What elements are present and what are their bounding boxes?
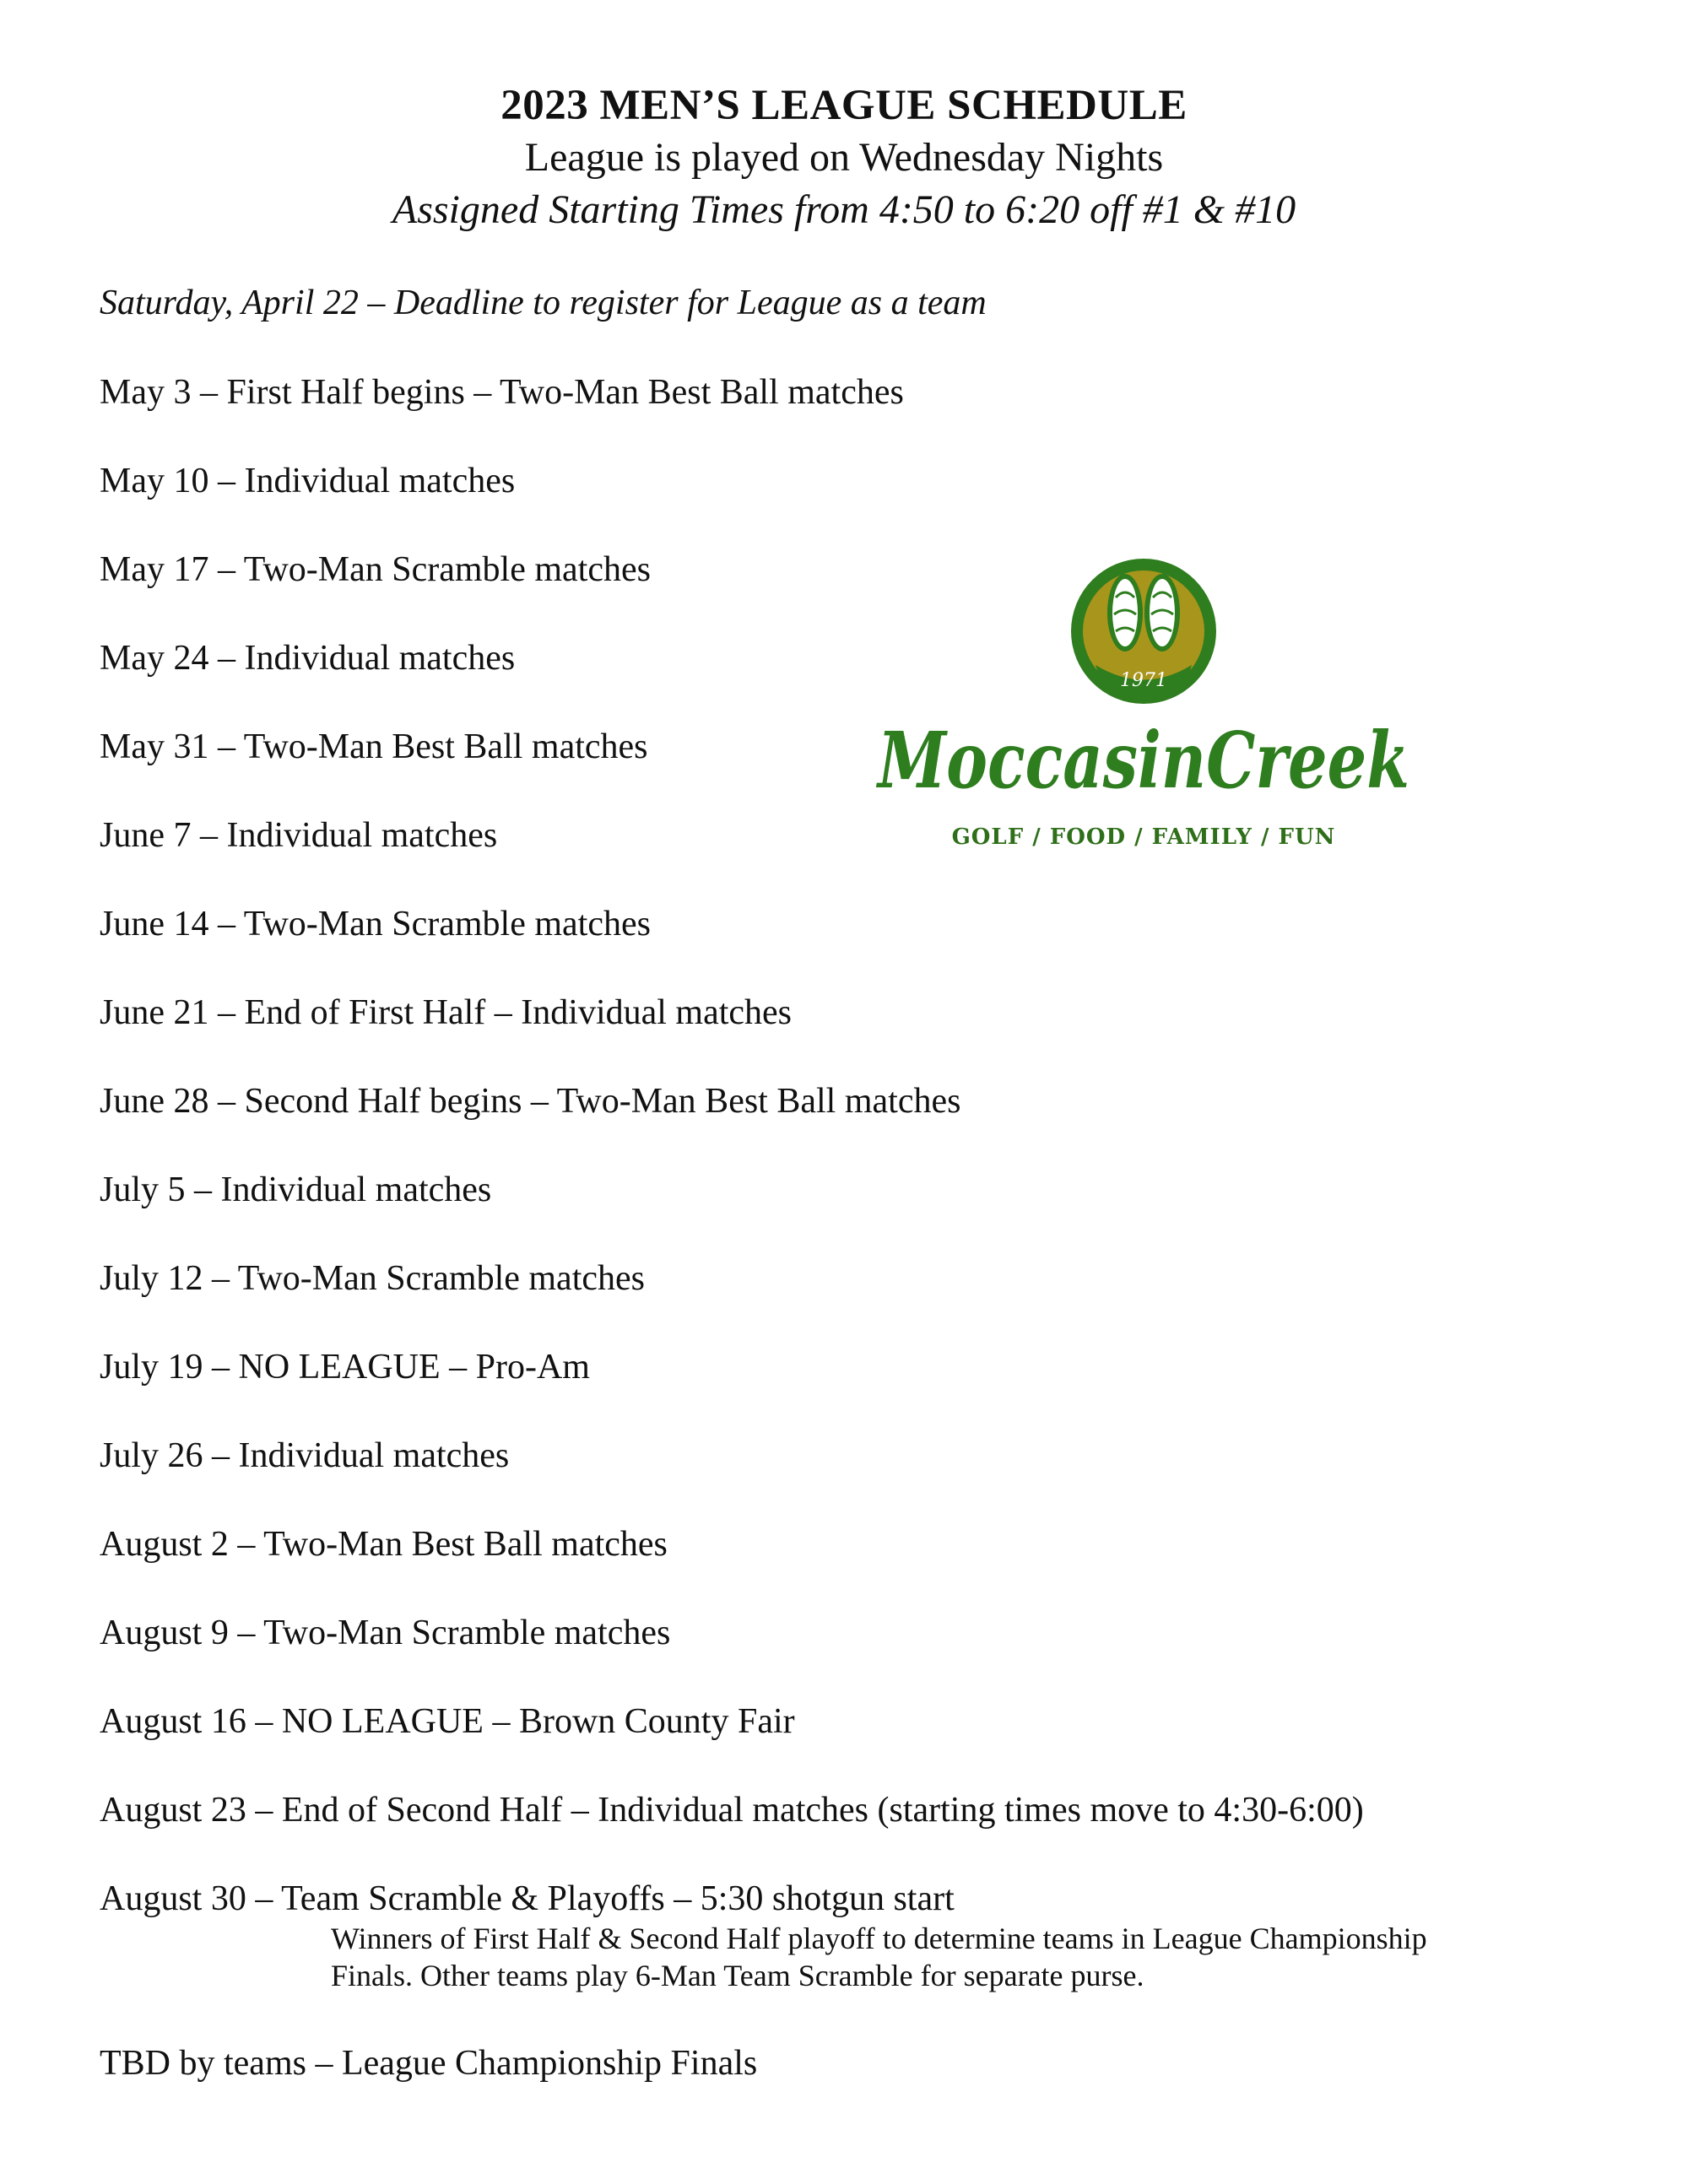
schedule-entry: August 2 – Two-Man Best Ball matches — [100, 1525, 668, 1564]
schedule-entry-playoffs — [100, 1878, 1427, 2042]
schedule-entry: June 7 – Individual matches — [100, 816, 498, 855]
playoff-note-line: Finals. Other teams play 6-Man Team Scramble for separate purse. — [331, 1959, 1144, 1992]
schedule-entry: May 17 – Two-Man Scramble matches — [100, 550, 651, 589]
schedule-entry: May 24 – Individual matches — [100, 639, 516, 678]
schedule-entry-text: August 30 – Team Scramble & Playoffs – 5:30 shotgun start — [100, 1879, 955, 1918]
logo-tagline: GOLF / FOOD / FAMILY / FUN — [951, 824, 1336, 850]
schedule-entry: May 3 – First Half begins – Two-Man Best Ball matches — [100, 373, 904, 412]
moccasin-emblem-icon — [1071, 559, 1216, 704]
schedule-entry-finals: TBD by teams – League Championship Finals — [100, 2044, 758, 2083]
logo-year: 1971 — [1120, 670, 1167, 691]
schedule-entry: June 28 – Second Half begins – Two-Man Best Ball matches — [100, 1082, 961, 1121]
league-night-subtitle: League is played on Wednesday Nights — [524, 135, 1164, 180]
schedule-entry: July 12 – Two-Man Scramble matches — [100, 1259, 645, 1298]
registration-deadline: Saturday, April 22 – Deadline to register for League as a team — [100, 284, 987, 322]
logo-wordmark: MoccasinCreek — [875, 715, 1409, 806]
document-header — [0, 80, 1688, 235]
schedule-entry: June 21 – End of First Half – Individual matches — [100, 993, 793, 1032]
schedule-entry: August 23 – End of Second Half – Individual matches (starting times move to 4:30-6:00) — [100, 1791, 1364, 1830]
schedule-entry: August 16 – NO LEAGUE – Brown County Fair — [100, 1702, 795, 1741]
schedule-entry: July 19 – NO LEAGUE – Pro-Am — [100, 1348, 590, 1387]
schedule-entry: August 9 – Two-Man Scramble matches — [100, 1614, 671, 1652]
logo-graphic — [869, 547, 1418, 859]
schedule-entry: June 14 – Two-Man Scramble matches — [100, 905, 651, 943]
schedule-entry: May 10 – Individual matches — [100, 462, 516, 500]
playoff-note-line: Winners of First Half & Second Half playoff to determine teams in League Championship — [331, 1922, 1427, 1955]
page-title: 2023 MEN’S LEAGUE SCHEDULE — [500, 82, 1188, 129]
schedule-entry: July 5 – Individual matches — [100, 1170, 492, 1209]
moccasin-creek-logo — [869, 547, 1418, 859]
schedule-entry: July 26 – Individual matches — [100, 1436, 510, 1475]
schedule-entry: May 31 – Two-Man Best Ball matches — [100, 727, 648, 766]
starting-times-note: Assigned Starting Times from 4:50 to 6:20 off #1 & #10 — [392, 187, 1296, 232]
